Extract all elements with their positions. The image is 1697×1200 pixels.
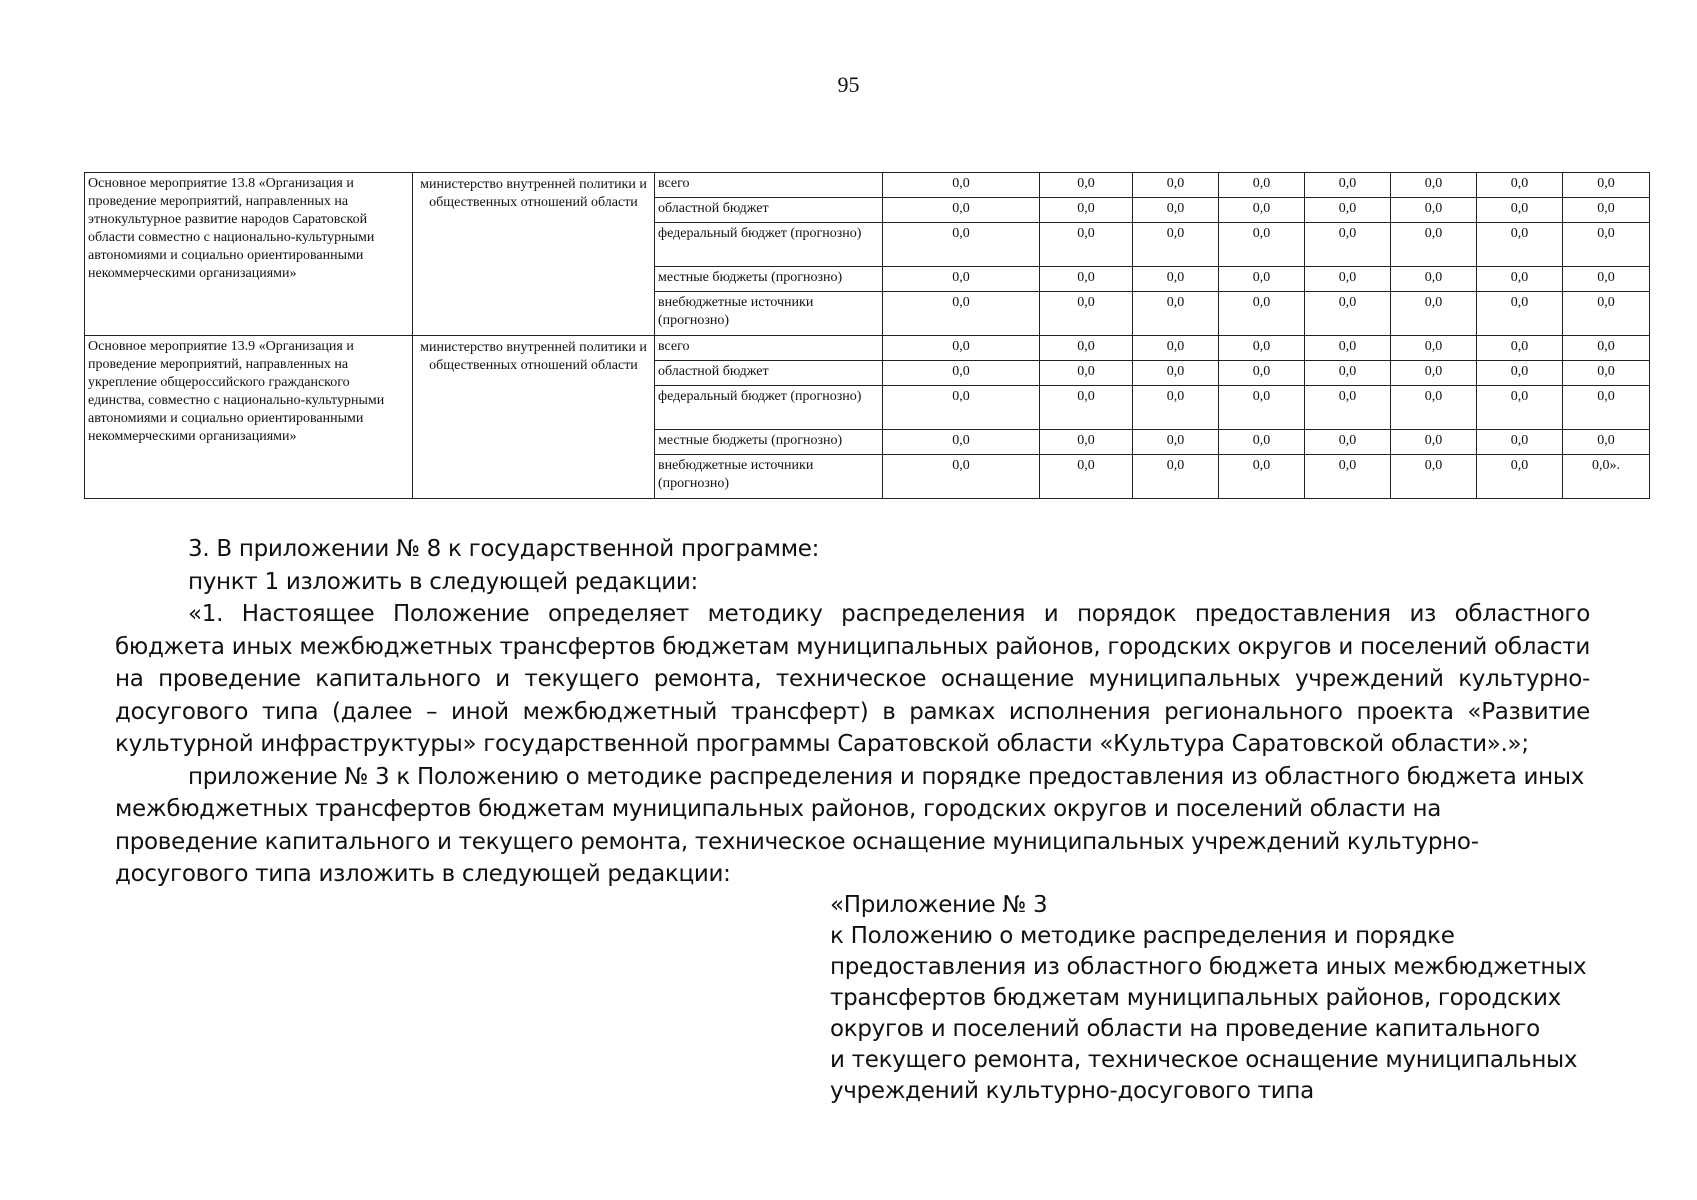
funding-source-cell: областной бюджет — [655, 361, 883, 386]
value-cell: 0,0 — [1040, 430, 1133, 455]
value-cell: 0,0 — [883, 292, 1040, 336]
value-cell: 0,0 — [1477, 267, 1563, 292]
funding-source-cell: федеральный бюджет (прогнозно) — [655, 386, 883, 430]
funding-source-cell: всего — [655, 336, 883, 361]
funding-source-cell: областной бюджет — [655, 198, 883, 223]
value-cell: 0,0 — [1563, 336, 1650, 361]
appendix-line: трансфертов бюджетам муниципальных районов, городских — [830, 985, 1561, 1011]
value-cell: 0,0 — [1133, 455, 1219, 499]
appendix-line: округов и поселений области на проведение капитального — [830, 1016, 1540, 1042]
appendix-heading — [830, 890, 1610, 1107]
value-cell: 0,0 — [1477, 336, 1563, 361]
value-cell: 0,0 — [1563, 430, 1650, 455]
value-cell: 0,0 — [1391, 361, 1477, 386]
value-cell: 0,0 — [1391, 267, 1477, 292]
funding-source-cell: местные бюджеты (прогнозно) — [655, 430, 883, 455]
executor-cell: министерство внутренней политики и общественных отношений области — [413, 336, 655, 499]
value-cell: 0,0 — [1563, 173, 1650, 198]
value-cell: 0,0 — [1305, 223, 1391, 267]
value-cell: 0,0 — [1563, 223, 1650, 267]
value-cell: 0,0». — [1563, 455, 1650, 499]
value-cell: 0,0 — [1219, 386, 1305, 430]
value-cell: 0,0 — [1040, 292, 1133, 336]
value-cell: 0,0 — [1563, 361, 1650, 386]
value-cell: 0,0 — [1040, 455, 1133, 499]
value-cell: 0,0 — [1391, 455, 1477, 499]
value-cell: 0,0 — [1305, 173, 1391, 198]
value-cell: 0,0 — [1391, 386, 1477, 430]
value-cell: 0,0 — [883, 386, 1040, 430]
appendix-line: и текущего ремонта, техническое оснащение муниципальных — [830, 1047, 1578, 1073]
paragraph-item: пункт 1 изложить в следующей редакции: — [188, 568, 698, 595]
value-cell: 0,0 — [1391, 336, 1477, 361]
value-cell: 0,0 — [1219, 430, 1305, 455]
value-cell: 0,0 — [1133, 386, 1219, 430]
value-cell: 0,0 — [1219, 198, 1305, 223]
value-cell: 0,0 — [1391, 198, 1477, 223]
value-cell: 0,0 — [1133, 336, 1219, 361]
value-cell: 0,0 — [1133, 267, 1219, 292]
table-row — [85, 173, 1650, 198]
measure-cell: Основное мероприятие 13.8 «Организация и проведение мероприятий, направленных на этнокультурное развитие народов Саратовской области совместно с национально-культурными автономиями и социально ориентированными некоммерческими организациями» — [85, 173, 413, 336]
value-cell: 0,0 — [1477, 386, 1563, 430]
value-cell: 0,0 — [1040, 198, 1133, 223]
value-cell: 0,0 — [1040, 267, 1133, 292]
paragraph-item: «1. Настоящее Положение определяет методику распределения и порядок предоставления из областного бюджета иных межбюджетных трансфертов бюджетам муниципальных районов, городских округов и поселений области на проведение капитального и текущего ремонта, техническое оснащение муниципальных учреждений культурно-досугового типа (далее – иной межбюджетный трансферт) в рамках исполнения регионального проекта «Развитие культурной инфраструктуры» государственной программы Саратовской области «Культура Саратовской области».»; — [115, 601, 1590, 757]
value-cell: 0,0 — [1477, 292, 1563, 336]
value-cell: 0,0 — [1305, 267, 1391, 292]
value-cell: 0,0 — [1477, 455, 1563, 499]
appendix-line: предоставления из областного бюджета иных межбюджетных — [830, 954, 1587, 980]
appendix-line: к Положению о методике распределения и порядке — [830, 923, 1455, 949]
value-cell: 0,0 — [1305, 292, 1391, 336]
value-cell: 0,0 — [883, 430, 1040, 455]
value-cell: 0,0 — [883, 336, 1040, 361]
funding-source-cell: внебюджетные источники (прогнозно) — [655, 455, 883, 499]
value-cell: 0,0 — [1477, 430, 1563, 455]
value-cell: 0,0 — [1219, 336, 1305, 361]
value-cell: 0,0 — [1040, 173, 1133, 198]
value-cell: 0,0 — [1133, 361, 1219, 386]
table-row — [85, 336, 1650, 361]
value-cell: 0,0 — [1133, 292, 1219, 336]
value-cell: 0,0 — [883, 223, 1040, 267]
value-cell: 0,0 — [1219, 173, 1305, 198]
funding-source-cell: внебюджетные источники (прогнозно) — [655, 292, 883, 336]
value-cell: 0,0 — [883, 455, 1040, 499]
value-cell: 0,0 — [1391, 430, 1477, 455]
value-cell: 0,0 — [1133, 430, 1219, 455]
value-cell: 0,0 — [1563, 198, 1650, 223]
appendix-line: «Приложение № 3 — [830, 892, 1048, 918]
funding-source-cell: местные бюджеты (прогнозно) — [655, 267, 883, 292]
executor-cell: министерство внутренней политики и общественных отношений области — [413, 173, 655, 336]
value-cell: 0,0 — [1563, 267, 1650, 292]
value-cell: 0,0 — [1040, 361, 1133, 386]
value-cell: 0,0 — [883, 267, 1040, 292]
value-cell: 0,0 — [1391, 292, 1477, 336]
value-cell: 0,0 — [883, 173, 1040, 198]
value-cell: 0,0 — [1477, 223, 1563, 267]
value-cell: 0,0 — [1391, 173, 1477, 198]
value-cell: 0,0 — [1040, 336, 1133, 361]
value-cell: 0,0 — [1219, 455, 1305, 499]
value-cell: 0,0 — [1305, 361, 1391, 386]
page-number: 95 — [837, 72, 860, 97]
funding-table-body — [85, 173, 1650, 499]
value-cell: 0,0 — [1219, 223, 1305, 267]
funding-source-cell: всего — [655, 173, 883, 198]
measure-cell: Основное мероприятие 13.9 «Организация и проведение мероприятий, направленных на укрепление общероссийского гражданского единства, совместно с национально-культурными автономиями и социально ориентированными некоммерческими организациями» — [85, 336, 413, 499]
value-cell: 0,0 — [1305, 386, 1391, 430]
value-cell: 0,0 — [1477, 361, 1563, 386]
value-cell: 0,0 — [1563, 292, 1650, 336]
value-cell: 0,0 — [1133, 198, 1219, 223]
value-cell: 0,0 — [1305, 336, 1391, 361]
value-cell: 0,0 — [1219, 361, 1305, 386]
paragraph-item: приложение № 3 к Положению о методике распределения и порядке предоставления из областного бюджета иных межбюджетных трансфертов бюджетам муниципальных районов, городских округов и поселений области на проведение капитального и текущего ремонта, техническое оснащение муниципальных учреждений культурно-досугового типа изложить в следующей редакции: — [115, 763, 1585, 887]
value-cell: 0,0 — [1133, 223, 1219, 267]
value-cell: 0,0 — [1305, 430, 1391, 455]
value-cell: 0,0 — [1040, 223, 1133, 267]
funding-source-cell: федеральный бюджет (прогнозно) — [655, 223, 883, 267]
paragraph-item: 3. В приложении № 8 к государственной программе: — [188, 536, 820, 562]
value-cell: 0,0 — [1219, 292, 1305, 336]
value-cell: 0,0 — [1477, 173, 1563, 198]
value-cell: 0,0 — [1563, 386, 1650, 430]
value-cell: 0,0 — [883, 198, 1040, 223]
value-cell: 0,0 — [1477, 198, 1563, 223]
body-text — [115, 533, 1590, 891]
funding-table — [84, 172, 1650, 499]
value-cell: 0,0 — [1133, 173, 1219, 198]
value-cell: 0,0 — [1040, 386, 1133, 430]
value-cell: 0,0 — [883, 361, 1040, 386]
value-cell: 0,0 — [1305, 455, 1391, 499]
value-cell: 0,0 — [1219, 267, 1305, 292]
value-cell: 0,0 — [1391, 223, 1477, 267]
value-cell: 0,0 — [1305, 198, 1391, 223]
appendix-line: учреждений культурно-досугового типа — [830, 1078, 1314, 1104]
